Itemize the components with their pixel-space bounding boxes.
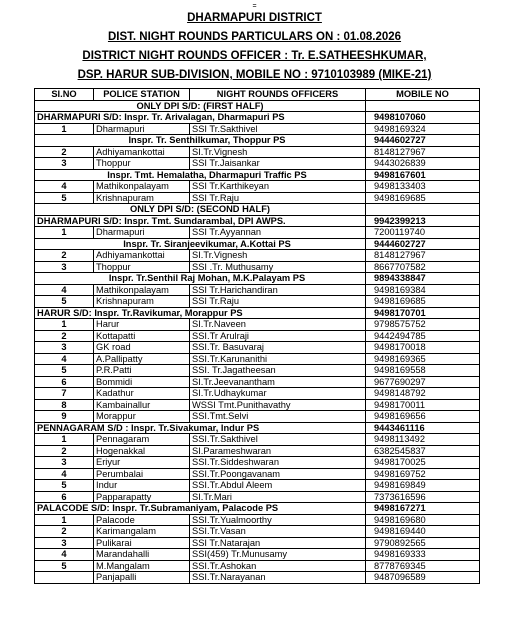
cell-slno: 3 [35, 457, 94, 469]
table-row [35, 365, 480, 377]
cell-officer: SSI.Tr.Yualmoorthy [190, 514, 366, 526]
cell-slno: 2 [35, 250, 94, 262]
cell-mobile: 9498169558 [366, 365, 480, 377]
table-row [35, 284, 480, 296]
table-header-row [35, 89, 480, 101]
table-row [35, 181, 480, 193]
cell-slno: 8 [35, 399, 94, 411]
cell-officer: SSI Tr.Harichandiran [190, 284, 366, 296]
cell-slno: 4 [35, 181, 94, 193]
cell-police-station: Dharmapuri [94, 123, 190, 135]
col-officers: NIGHT ROUNDS OFFICERS [190, 89, 366, 101]
cell-slno: 4 [35, 353, 94, 365]
cell-mobile: 8148127967 [366, 250, 480, 262]
cell-officer: SSI.Tmt.Selvi [190, 411, 366, 423]
cell-police-station: Mathikonpalayam [94, 284, 190, 296]
night-rounds-table [34, 88, 480, 584]
section-mobile: 9498170701 [366, 307, 480, 319]
cell-mobile: 9498169685 [366, 296, 480, 308]
table-row [35, 514, 480, 526]
cell-slno: 4 [35, 468, 94, 480]
cell-police-station: Palacode [94, 514, 190, 526]
section-mobile [366, 204, 480, 216]
cell-police-station: Hogenakkal [94, 445, 190, 457]
cell-slno: 3 [35, 342, 94, 354]
cell-mobile: 9498169680 [366, 514, 480, 526]
cell-slno: 1 [35, 319, 94, 331]
cell-mobile: 9798575752 [366, 319, 480, 331]
cell-police-station: Morappur [94, 411, 190, 423]
col-police-station: POLICE STATION [94, 89, 190, 101]
cell-slno: 4 [35, 284, 94, 296]
section-mobile: 9443461116 [366, 422, 480, 434]
section-title-row [35, 204, 480, 216]
cell-officer: SI.Tr.Vignesh [190, 146, 366, 158]
cell-police-station: Perumbalai [94, 468, 190, 480]
cell-officer: WSSI Tmt.Punithavathy [190, 399, 366, 411]
section-header-row [35, 273, 480, 285]
cell-mobile: 7373616596 [366, 491, 480, 503]
table-row [35, 330, 480, 342]
cell-officer: SSI.Tr.Karunanithi [190, 353, 366, 365]
cell-police-station: Pennagaram [94, 434, 190, 446]
cell-slno: 2 [35, 330, 94, 342]
cell-officer: SSI Tr.Sakthivel [190, 123, 366, 135]
cell-police-station: P.R.Patti [94, 365, 190, 377]
col-mobile: MOBILE NO [366, 89, 480, 101]
cell-slno: 5 [35, 560, 94, 572]
table-row [35, 411, 480, 423]
table-row [35, 376, 480, 388]
cell-officer: SSI Tr.Natarajan [190, 537, 366, 549]
table-row [35, 549, 480, 561]
section-label: PALACODE S/D: Inspr. Tr.Subramaniyam, Palacode PS [35, 503, 366, 515]
cell-mobile: 9498169384 [366, 284, 480, 296]
cell-officer: SSI(459) Tr.Munusamy [190, 549, 366, 561]
cell-police-station: Marandahalli [94, 549, 190, 561]
cell-officer: SSI. Tr.Jagatheesan [190, 365, 366, 377]
cell-police-station: Panjapalli [94, 572, 190, 584]
table-row [35, 537, 480, 549]
table-row [35, 158, 480, 170]
header-mark: = [252, 3, 257, 10]
cell-slno: 2 [35, 445, 94, 457]
cell-officer: SSI.Tr.Vasan [190, 526, 366, 538]
cell-police-station: Kottapatti [94, 330, 190, 342]
cell-police-station: Kambainallur [94, 399, 190, 411]
cell-mobile: 9498169365 [366, 353, 480, 365]
cell-police-station: Mathikonpalayam [94, 181, 190, 193]
section-label: DHARMAPURI S/D: Inspr. Tmt. Sundarambal, DPI AWPS. [35, 215, 366, 227]
cell-officer: SSI.Tr Arulraji [190, 330, 366, 342]
cell-officer: SI.Tr.Udhaykumar [190, 388, 366, 400]
cell-mobile: 9498113492 [366, 434, 480, 446]
cell-police-station: Krishnapuram [94, 192, 190, 204]
cell-officer: SSI Tr.Raju [190, 192, 366, 204]
cell-slno: 5 [35, 365, 94, 377]
table-row [35, 445, 480, 457]
cell-officer: SSI.Tr.Ashokan [190, 560, 366, 572]
cell-officer: SSI.Tr.Siddeshwaran [190, 457, 366, 469]
table-row [35, 123, 480, 135]
cell-officer: SSI.Tr.Narayanan [190, 572, 366, 584]
section-label: Inspr. Tr. Senthilkumar, Thoppur PS [35, 135, 366, 147]
section-label: DHARMAPURI S/D: Inspr. Tr. Arivalagan, Dharmapuri PS [35, 112, 366, 124]
table-row [35, 342, 480, 354]
cell-police-station: Thoppur [94, 158, 190, 170]
cell-mobile: 9790892565 [366, 537, 480, 549]
cell-mobile: 9498169685 [366, 192, 480, 204]
cell-officer: SSI Tr.Karthikeyan [190, 181, 366, 193]
table-row [35, 468, 480, 480]
section-header-row [35, 112, 480, 124]
section-mobile: 9444602727 [366, 238, 480, 250]
cell-police-station: Harur [94, 319, 190, 331]
cell-police-station: GK road [94, 342, 190, 354]
table-row [35, 146, 480, 158]
table-row [35, 560, 480, 572]
cell-police-station: Adhiyamankottai [94, 250, 190, 262]
section-label: ONLY DPI S/D: (SECOND HALF) [35, 204, 366, 216]
table-row [35, 457, 480, 469]
cell-police-station: Eriyur [94, 457, 190, 469]
cell-slno: 5 [35, 192, 94, 204]
cell-mobile: 9443026839 [366, 158, 480, 170]
section-header-row [35, 135, 480, 147]
cell-officer: SSI.Tr.Abdul Aleem [190, 480, 366, 492]
cell-mobile: 9498169849 [366, 480, 480, 492]
section-header-row [35, 307, 480, 319]
section-mobile: 9444602727 [366, 135, 480, 147]
cell-police-station: Karimangalam [94, 526, 190, 538]
cell-mobile: 8778769345 [366, 560, 480, 572]
cell-mobile: 9498170018 [366, 342, 480, 354]
section-header-row [35, 169, 480, 181]
cell-slno: 4 [35, 549, 94, 561]
cell-slno: 2 [35, 146, 94, 158]
cell-police-station: Pulikarai [94, 537, 190, 549]
cell-slno: 3 [35, 158, 94, 170]
cell-police-station: Thoppur [94, 261, 190, 273]
section-mobile: 9498107060 [366, 112, 480, 124]
section-label: Inspr. Tmt. Hemalatha, Dharmapuri Traffic PS [35, 169, 366, 181]
cell-police-station: Kadathur [94, 388, 190, 400]
cell-police-station: M.Mangalam [94, 560, 190, 572]
cell-slno: 3 [35, 537, 94, 549]
cell-officer: SI.Parameshwaran [190, 445, 366, 457]
table-body [35, 100, 480, 583]
cell-slno: 6 [35, 491, 94, 503]
table-row [35, 250, 480, 262]
table-row [35, 399, 480, 411]
cell-officer: SSI.Tr. Basuvaraj [190, 342, 366, 354]
col-slno: SI.NO [35, 89, 94, 101]
table-row [35, 526, 480, 538]
cell-slno: 9 [35, 411, 94, 423]
cell-police-station: Krishnapuram [94, 296, 190, 308]
table-row [35, 319, 480, 331]
cell-mobile: 9487096589 [366, 572, 480, 584]
section-header-row [35, 215, 480, 227]
rounds-officer: DISTRICT NIGHT ROUNDS OFFICER : Tr. E.SATHEESHKUMAR, [82, 50, 427, 62]
cell-mobile: 8148127967 [366, 146, 480, 158]
cell-mobile: 9442494785 [366, 330, 480, 342]
cell-officer: SSI Tr.Raju [190, 296, 366, 308]
cell-police-station: Indur [94, 480, 190, 492]
cell-police-station: Papparapatty [94, 491, 190, 503]
table-row [35, 192, 480, 204]
cell-slno: 1 [35, 434, 94, 446]
cell-police-station: Adhiyamankottai [94, 146, 190, 158]
district-title: DHARMAPURI DISTRICT [187, 12, 322, 24]
section-header-row [35, 238, 480, 250]
cell-slno [35, 572, 94, 584]
table-row [35, 227, 480, 239]
dsp-line: DSP. HARUR SUB-DIVISION, MOBILE NO : 9710103989 (MIKE-21) [77, 69, 432, 81]
cell-officer: SSI .Tr. Muthusamy [190, 261, 366, 273]
cell-officer: SI.Tr.Jeevanantham [190, 376, 366, 388]
cell-police-station: A.Pallipatty [94, 353, 190, 365]
section-label: Inspr. Tr.Senthil Raj Mohan, M.K.Palayam PS [35, 273, 366, 285]
cell-slno: 6 [35, 376, 94, 388]
cell-officer: SI.Tr.Vignesh [190, 250, 366, 262]
section-mobile: 9942399213 [366, 215, 480, 227]
cell-officer: SI.Tr.Mari [190, 491, 366, 503]
cell-police-station: Bommidi [94, 376, 190, 388]
cell-slno: 1 [35, 514, 94, 526]
cell-mobile: 9498169752 [366, 468, 480, 480]
cell-mobile: 6382545837 [366, 445, 480, 457]
section-header-row [35, 422, 480, 434]
cell-mobile: 9498133403 [366, 181, 480, 193]
cell-police-station: Dharmapuri [94, 227, 190, 239]
cell-mobile: 8667707582 [366, 261, 480, 273]
section-label: ONLY DPI S/D: (FIRST HALF) [35, 100, 366, 112]
cell-officer: SI.Tr.Naveen [190, 319, 366, 331]
table-row [35, 434, 480, 446]
cell-mobile: 9498170025 [366, 457, 480, 469]
cell-mobile: 9498169440 [366, 526, 480, 538]
section-mobile: 9894338847 [366, 273, 480, 285]
cell-mobile: 9498169333 [366, 549, 480, 561]
report-title: DIST. NIGHT ROUNDS PARTICULARS ON : 01.08.2026 [107, 31, 402, 43]
table-row [35, 388, 480, 400]
table-row [35, 572, 480, 584]
cell-mobile: 7200119740 [366, 227, 480, 239]
section-label: PENNAGARAM S/D : Inspr. Tr.Sivakumar, Indur PS [35, 422, 366, 434]
table-row [35, 353, 480, 365]
section-header-row [35, 503, 480, 515]
section-label: HARUR S/D: Inspr. Tr.Ravikumar, Morappur PS [35, 307, 366, 319]
section-mobile: 9498167271 [366, 503, 480, 515]
table-row [35, 480, 480, 492]
cell-slno: 5 [35, 296, 94, 308]
cell-mobile: 9498148792 [366, 388, 480, 400]
section-title-row [35, 100, 480, 112]
cell-slno: 7 [35, 388, 94, 400]
section-mobile: 9498167601 [366, 169, 480, 181]
table-row [35, 491, 480, 503]
cell-mobile: 9498170011 [366, 399, 480, 411]
cell-slno: 5 [35, 480, 94, 492]
cell-officer: SSI.Tr.Sakthivel [190, 434, 366, 446]
cell-officer: SSI Tr.Jaisankar [190, 158, 366, 170]
section-label: Inspr. Tr. Siranjeevikumar, A.Kottai PS [35, 238, 366, 250]
cell-mobile: 9677690297 [366, 376, 480, 388]
section-mobile [366, 100, 480, 112]
cell-slno: 1 [35, 123, 94, 135]
cell-mobile: 9498169324 [366, 123, 480, 135]
cell-officer: SSI.Tr.Poongavanam [190, 468, 366, 480]
cell-officer: SSI Tr.Ayyannan [190, 227, 366, 239]
cell-slno: 3 [35, 261, 94, 273]
cell-mobile: 9498169656 [366, 411, 480, 423]
table-row [35, 296, 480, 308]
cell-slno: 2 [35, 526, 94, 538]
table-row [35, 261, 480, 273]
cell-slno: 1 [35, 227, 94, 239]
